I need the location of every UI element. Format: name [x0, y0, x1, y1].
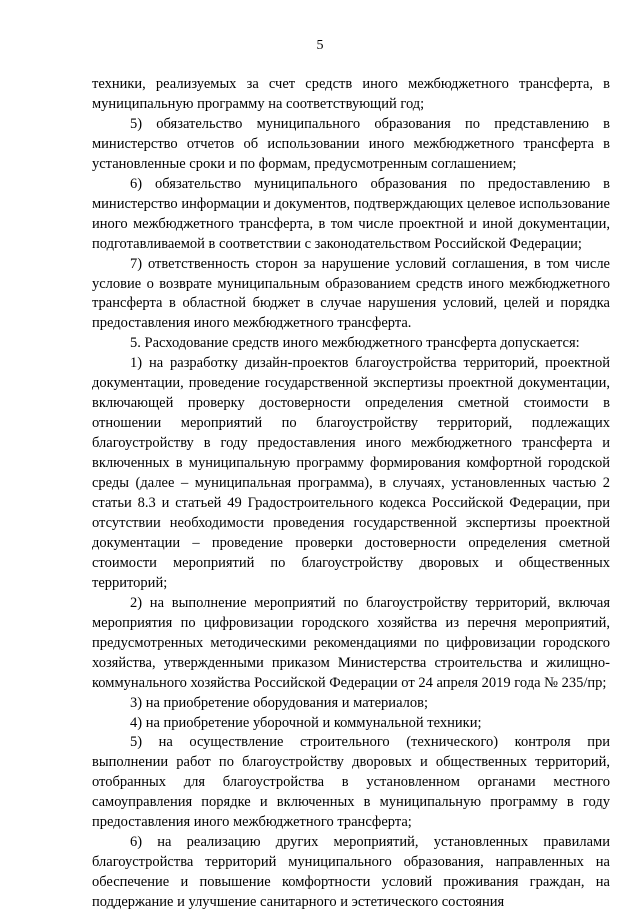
paragraph-item-6-other-measures: 6) на реализацию других мероприятий, установленных правилами благоустройства территорий муниципального образования, направленных на обеспечение и повышение комфортности условий проживания граждан, на поддержание и улучшение санитарного и эстетического состояния: [92, 834, 610, 911]
paragraph-item-2-improvement: 2) на выполнение мероприятий по благоустройству территорий, включая мероприятия по цифровизации городского хозяйства из перечня мероприятий, предусмотренных методическими рекомендациями по цифровизации городского хозяйства, утвержденными приказом Министерства строительства и жилищно-коммунального хозяйства Российской Федерации от 24 апреля 2019 года № 235/пр;: [92, 594, 610, 691]
document-body: [92, 75, 610, 913]
paragraph-continuation: техники, реализуемых за счет средств иного межбюджетного трансферта, в муниципальную программу на соответствующий год;: [92, 76, 610, 112]
paragraph-item-7-liability: 7) ответственность сторон за нарушение условий соглашения, в том числе условие о возврате муниципальным образованием средств иного межбюджетного трансферта в областной бюджет в случае нарушения условий, целей и порядка предоставления иного межбюджетного трансферта.: [92, 255, 610, 332]
paragraph-section-5-heading: 5. Расходование средств иного межбюджетного трансферта допускается:: [130, 335, 580, 352]
paragraph-item-4-machinery: 4) на приобретение уборочной и коммунальной техники;: [130, 714, 482, 731]
paragraph-item-1-design: 1) на разработку дизайн-проектов благоустройства территорий, проектной документации, проведение государственной экспертизы проектной документации, включающей проверку достоверности определения сметной стоимости в отношении мероприятий по благоустройству территорий, подлежащих благоустройству в году предоставления иного межбюджетного трансферта и включенных в муниципальную программу формирования комфортной городской среды (далее – муниципальная программа), в случаях, установленных частью 2 статьи 8.3 и статьей 49 Градостроительного кодекса Российской Федерации, при отсутствии необходимости проведения государственной экспертизы проектной документации – проведение проверки достоверности определения сметной стоимости мероприятий по благоустройству дворовых и общественных территорий;: [92, 355, 610, 591]
page-number: 5: [316, 38, 324, 53]
paragraph-item-6-documents: 6) обязательство муниципального образования по предоставлению в министерство информации и документов, подтверждающих целевое использование иного межбюджетного трансферта, в том числе проектной и иной документации, подготавливаемой в соответствии с законодательством Российской Федерации;: [92, 175, 610, 252]
paragraph-item-5-control: 5) на осуществление строительного (технического) контроля при выполнении работ по благоустройству дворовых и общественных территорий, отобранных для благоустройства в установленном органами местного самоуправления порядке и включенных в муниципальную программу в году предоставления иного межбюджетного трансферта;: [92, 734, 610, 831]
paragraph-item-5-reports: 5) обязательство муниципального образования по представлению в министерство отчетов об использовании иного межбюджетного трансферта в установленные сроки и по формам, предусмотренным соглашением;: [92, 115, 610, 172]
paragraph-item-3-equipment: 3) на приобретение оборудования и материалов;: [130, 694, 428, 711]
